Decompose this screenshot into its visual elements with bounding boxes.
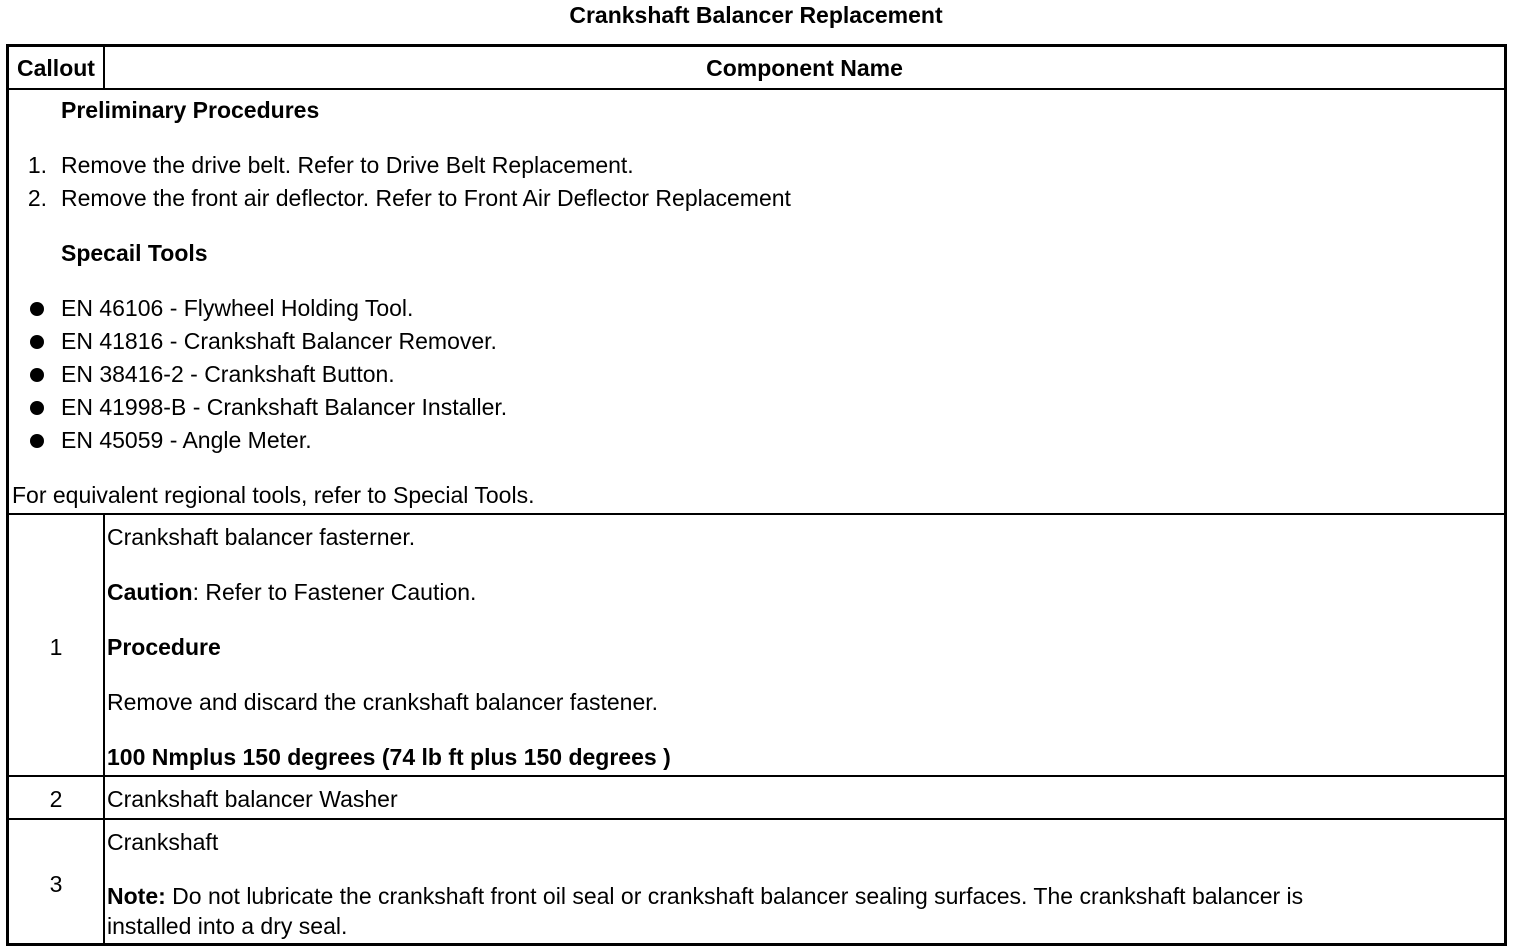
- row-divider-3: [9, 818, 1504, 820]
- header-divider: [9, 88, 1504, 90]
- tool-item: EN 41816 - Crankshaft Balancer Remover.: [61, 328, 497, 354]
- callout-number: 3: [49, 871, 63, 897]
- note-text-continued: installed into a dry seal.: [107, 913, 348, 939]
- note-label: Note:: [107, 883, 166, 909]
- caution-line: [107, 579, 476, 605]
- callout-number: 1: [49, 634, 63, 660]
- step-number: 2.: [27, 185, 47, 211]
- tool-item: EN 38416-2 - Crankshaft Button.: [61, 361, 395, 387]
- component-name: Crankshaft balancer fasterner.: [107, 524, 416, 550]
- procedure-text: Remove and discard the crankshaft balancer fastener.: [107, 689, 659, 715]
- page-title: Crankshaft Balancer Replacement: [569, 2, 943, 28]
- bullet-icon: [30, 434, 44, 448]
- header-component-name: Component Name: [706, 55, 903, 81]
- regional-tools-note: For equivalent regional tools, refer to Special Tools.: [12, 482, 535, 508]
- bullet-icon: [30, 302, 44, 316]
- column-divider-body: [103, 514, 105, 943]
- header-callout: Callout: [17, 55, 95, 81]
- bullet-icon: [30, 368, 44, 382]
- procedure-heading: Procedure: [107, 634, 221, 660]
- special-tools-heading: Specail Tools: [61, 240, 208, 266]
- bullet-icon: [30, 401, 44, 415]
- tool-item: EN 45059 - Angle Meter.: [61, 427, 312, 453]
- torque-spec: 100 Nmplus 150 degrees (74 lb ft plus 150 degrees ): [107, 744, 671, 770]
- bullet-icon: [30, 335, 44, 349]
- callout-number: 2: [49, 786, 63, 812]
- step-text: Remove the front air deflector. Refer to Front Air Deflector Replacement: [61, 185, 791, 211]
- tool-item: EN 46106 - Flywheel Holding Tool.: [61, 295, 414, 321]
- caution-label: Caution: [107, 579, 193, 605]
- step-text: Remove the drive belt. Refer to Drive Belt Replacement.: [61, 152, 634, 178]
- component-name: Crankshaft balancer Washer: [107, 786, 398, 812]
- caution-text: : Refer to Fastener Caution.: [192, 579, 477, 605]
- component-name: Crankshaft: [107, 829, 219, 855]
- preliminary-heading: Preliminary Procedures: [61, 97, 320, 123]
- tool-item: EN 41998-B - Crankshaft Balancer Installer.: [61, 394, 508, 420]
- row-divider-2: [9, 775, 1504, 777]
- note-text: Do not lubricate the crankshaft front oil seal or crankshaft balancer sealing surfaces. The crankshaft balancer is: [165, 883, 1304, 909]
- row-divider-1: [9, 513, 1504, 515]
- procedure-table: [6, 44, 1507, 946]
- step-number: 1.: [27, 152, 47, 178]
- note-line: [107, 883, 1303, 909]
